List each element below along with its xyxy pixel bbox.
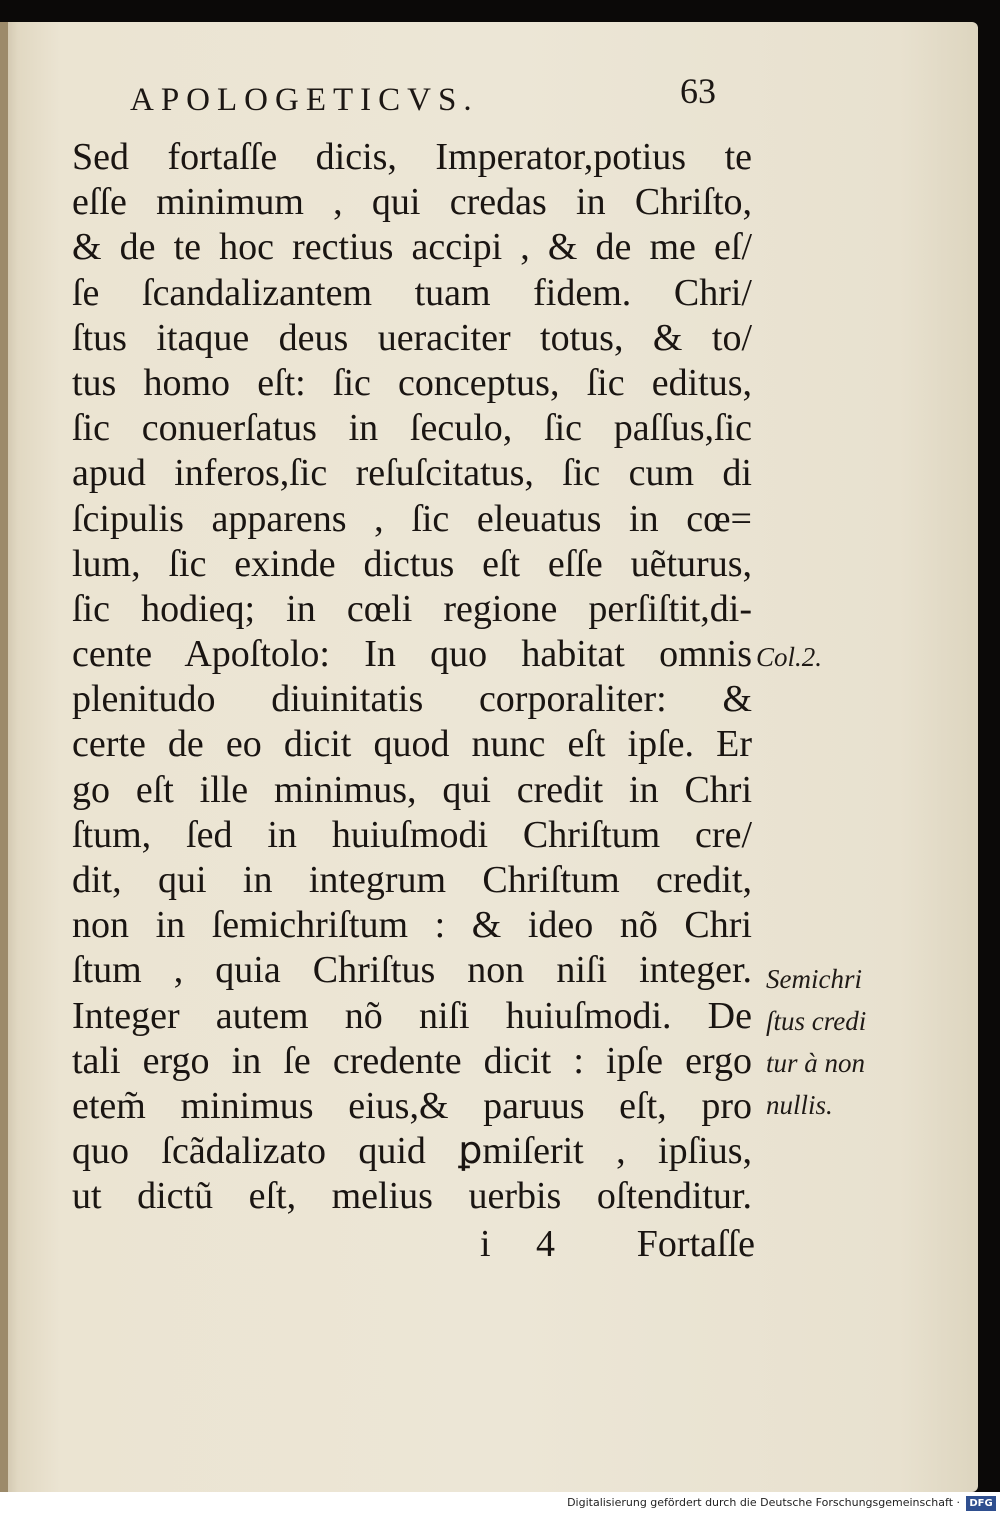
text-line: cente Apoſtolo: In quo habitat omnis — [72, 633, 752, 676]
footer-bar — [0, 1492, 1000, 1516]
main-text-block — [72, 135, 752, 1220]
page-header — [130, 70, 750, 130]
dfg-logo-icon: DFG — [966, 1496, 996, 1511]
text-line: ſtum, ſed in huiuſmodi Chriſtum cre/ — [72, 813, 752, 856]
text-line: ſcipulis apparens , ſic eleuatus in cœ= — [72, 497, 752, 540]
text-line: plenitudo diuinitatis corporaliter: & — [72, 678, 752, 721]
signature-and-catchword — [470, 1222, 755, 1272]
marginal-note-line: ſtus credi — [766, 1006, 867, 1036]
page-number: 63 — [680, 71, 716, 111]
marginal-note-line: Semichri — [766, 964, 862, 994]
text-line: ſic conuerſatus in ſeculo, ſic paſſus,ſic — [72, 407, 752, 450]
text-line: quo ſcãdalizato quid ꝑmiſerit , ipſius, — [72, 1130, 752, 1173]
text-line: certe de eo dicit quod nunc eſt ipſe. Er — [72, 723, 752, 766]
text-line: ſtum , quia Chriſtus non niſi integer. — [72, 949, 752, 992]
page-gutter-edge — [0, 22, 8, 1492]
text-line: ſtus itaque deus ueraciter totus, & to/ — [72, 316, 752, 359]
marginal-note-col: Col.2. — [756, 642, 823, 672]
text-line: & de te hoc rectius accipi , & de me eſ/ — [72, 226, 752, 269]
text-line: ut dictũ eſt, melius uerbis oſtenditur. — [72, 1175, 752, 1218]
footer-credit: Digitalisierung gefördert durch die Deutsche Forschungsgemeinschaft · — [567, 1496, 960, 1509]
text-line: go eſt ille minimus, qui credit in Chri — [72, 768, 752, 811]
marginal-note-semichristus — [766, 958, 866, 1126]
text-line: lum, ſic exinde dictus eſt eſſe uẽturus, — [72, 542, 752, 585]
text-line: ſe ſcandalizantem tuam fidem. Chri/ — [72, 271, 752, 314]
text-line: Sed fortaſſe dicis, Imperator,potius te — [72, 136, 752, 178]
text-line: Integer autem nõ niſi huiuſmodi. De — [72, 994, 752, 1037]
text-line: ſic hodieq; in cœli regione perſiſtit,di- — [72, 587, 752, 630]
text-line: etem̃ minimus eius,& paruus eſt, pro — [72, 1084, 752, 1127]
text-line: eſſe minimum , qui credas in Chriſto, — [72, 181, 752, 224]
catchword: Fortaſſe — [636, 1223, 755, 1265]
marginal-note-line: nullis. — [766, 1090, 833, 1120]
text-line: tus homo eſt: ſic conceptus, ſic editus, — [72, 361, 752, 404]
text-line: non in ſemichriſtum : & ideo nõ Chri — [72, 904, 752, 947]
marginal-note-line: tur à non — [766, 1048, 866, 1078]
text-line: apud inferos,ſic reſuſcitatus, ſic cum di — [72, 452, 752, 495]
text-line: tali ergo in ſe credente dicit : ipſe ergo — [72, 1039, 752, 1082]
text-line: dit, qui in integrum Chriſtum credit, — [72, 859, 752, 901]
running-head: APOLOGETICVS. — [130, 82, 479, 118]
signature-mark: i 4 — [480, 1223, 574, 1265]
